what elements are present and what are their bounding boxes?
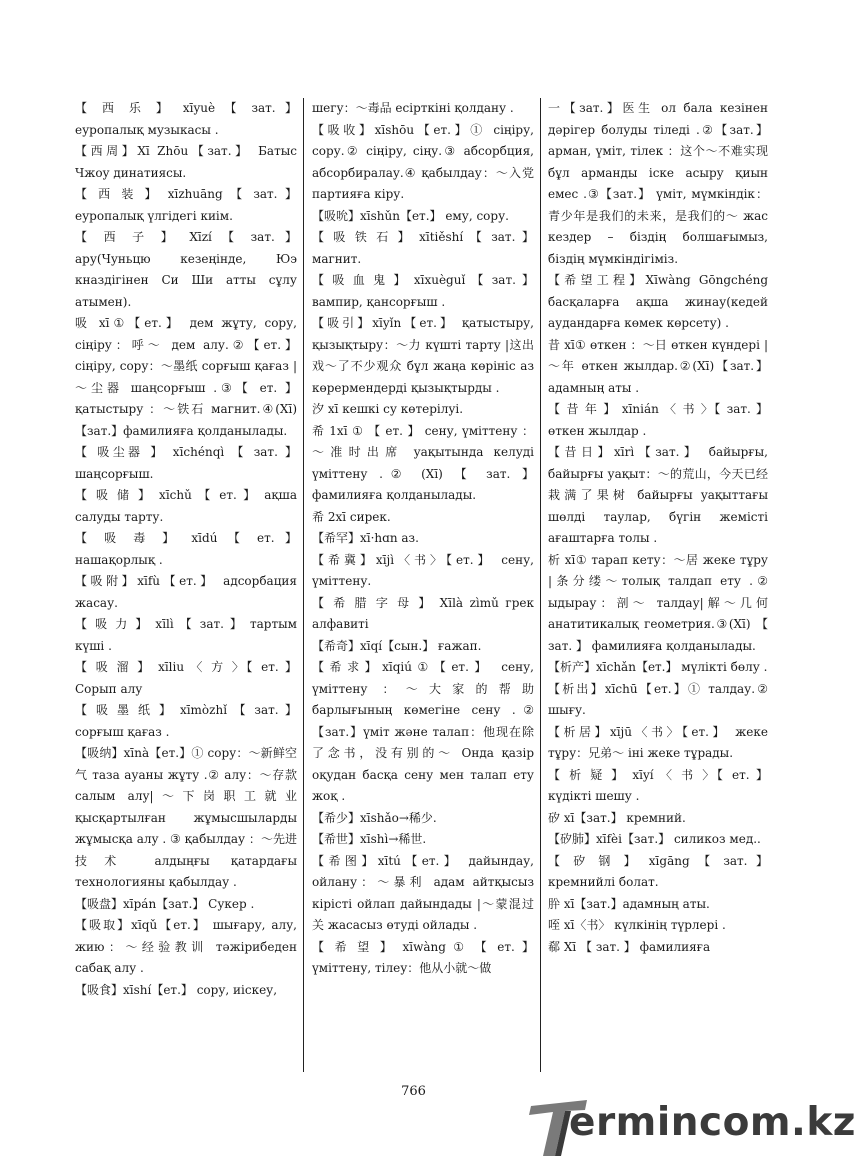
dictionary-entry: 【希图】xītú【ет.】 дайындау, ойлану：～暴利 адам айтқысыз кірісті ойлап дайындады |～蒙混过关 жасасыз өтуді ойлады . xyxy=(312,853,534,932)
dictionary-entry: 希 1xī ① 【 ет. 】 сену, үміттену ：～准时出席 уақытында келуді үміттену .② (Xī) 【 зат. 】 фамилияға қолданылады. xyxy=(312,423,534,502)
dictionary-entry: 【 矽 钢 】 xīgāng 【 зат. 】 кремнийлі болат. xyxy=(548,853,768,889)
column-2 xyxy=(312,98,534,1070)
dictionary-entry: 析 xī① тарап кету：～居 жеке тұру |条分缕～толық талдап ету .② ыдырау：剖～ талдау|解～几何 анатитикалық геометрия.③(Xī) 【 зат. 】 фамилияға қолданылады. xyxy=(548,552,768,653)
dictionary-entry: 【 西 装 】 xīzhuāng 【 зат. 】 еуропалық үлгідегі киім. xyxy=(75,187,297,223)
column-divider-2 xyxy=(540,98,541,1072)
dictionary-entry: 郗 Xī 【 зат. 】 фамилияға xyxy=(548,939,711,954)
dictionary-entry: 【 吸 毒 】 xīdú 【 ет. 】 нашақорлық . xyxy=(75,531,297,567)
dictionary-entry: 【矽肺】xīfèi【зат.】 силикоз мед.. xyxy=(548,832,761,846)
column-divider-1 xyxy=(303,98,304,1072)
dictionary-entry: 【希求】xīqiú①【ет.】 сену, үміттену ：～大家的帮助 барлығының көмегіне сену .②【зат.】үміт және талап：他现在除了念书，没有别的～ Онда қазір оқудан басқа сену мен талап ету жоқ . xyxy=(312,660,534,803)
dictionary-entry: 【吸纳】xīnà【ет.】① сору：～新鲜空气 таза ауаны жұту .② алу：～存款 салым алу|～下岗职工就业 қысқартылған жұмысшыларды жұмысқа алу . ③ қабылдау ：～先进技术 алдыңғы қатардағы технологияны қабылдау . xyxy=(75,746,297,889)
dictionary-entry: 【希少】xīshǎo→稀少. xyxy=(312,810,437,825)
dictionary-entry: 汐 xī кешкі су көтерілуі. xyxy=(312,402,464,416)
termincom-logo xyxy=(525,1098,856,1158)
dictionary-entry: 【 析 疑 】 xīyí 〈 书 〉【 ет. 】 күдікті шешу . xyxy=(548,767,768,803)
dictionary-entry: 【 吸尘器 】 xīchénqì 【 зат. 】 шаңсорғыш. xyxy=(75,445,297,481)
dictionary-entry: 希 2xī сирек. xyxy=(312,509,391,524)
dictionary-entry: 昔 xī① өткен ：～日 өткен күндері |～年 өткен жылдар.②(Xī)【зат.】 адамның аты . xyxy=(548,337,768,395)
dictionary-entry: 【希罕】xī·hɑn аз. xyxy=(312,531,419,545)
dictionary-entry: 【 希 腊 字 母 】 Xīlà zìmǔ грек алфавиті xyxy=(312,595,534,631)
dictionary-entry: 【析产】xīchǎn【ет.】 мүлікті бөлу . xyxy=(548,660,768,674)
dictionary-entry: 【吸盘】xīpán【зат.】 Сукер . xyxy=(75,896,255,911)
dictionary-entry: 【吸食】xīshí【ет.】 сору, иіскеу, xyxy=(75,982,278,997)
dictionary-entry: 【吸引】xīyǐn【ет.】 қатыстыру, қызықтыру：～力 күшті тарту |这出戏～了不少观众 бұл жаңа көрініс аз көрермендерді қызықтырды . xyxy=(312,316,534,395)
termincom-logo-text: ermincom.kz xyxy=(569,1100,856,1145)
dictionary-entry: 【吸取】xīqǔ【ет.】 шығару, алу, жию：～经验教训 тәжірибеден сабақ алу . xyxy=(75,918,297,975)
dictionary-entry: 【析出】xīchū【ет.】① талдау.② шығу. xyxy=(548,681,768,717)
dictionary-entry: 【 西 子 】 Xīzí 【 зат. 】 ару(Чуньцю кезеңінде, Юэ кназдігінен Си Ши атты сұлу атымен). xyxy=(75,230,297,309)
dictionary-entry: 吸 xī①【ет.】 дем жұту, сору, сіңіру：呼～ дем алу.②【ет.】 сіңіру, сору：～墨纸 сорғыш қағаз |～尘器 шаңсорғыш .③【 ет. 】 қатыстыру ：～铁石 магнит.④(Xī)【зат.】фамилияға қолданылады. xyxy=(75,316,297,438)
dictionary-entry: 【希世】xīshì→稀世. xyxy=(312,832,427,846)
dictionary-entry: 【吸附】xīfù【ет.】 адсорбация жасау. xyxy=(75,574,297,610)
dictionary-entry: 【吸吮】xīshǔn【ет.】 ему, сору. xyxy=(312,208,509,223)
dictionary-entry: 【 吸 溜 】 xīliu 〈 方 〉【 ет. 】 Сорып алу xyxy=(75,660,297,696)
dictionary-entry: 【希冀】xījì〈书〉【ет.】 сену, үміттену. xyxy=(312,552,534,588)
page-number: 766 xyxy=(401,1084,426,1099)
dictionary-entry: 【昔日】xīrì【зат.】 байырғы, байырғы уақыт：～的荒山，今天已经栽满了果树 байырғы уақыттағы шөлді таулар, бүгін жемісті ағаштарға толы . xyxy=(548,445,768,545)
dictionary-entry: 肸 xī【зат.】адамның аты. xyxy=(548,896,710,911)
dictionary-entry: 咥 xī〈书〉 күлкінің түрлері . xyxy=(548,918,726,932)
dictionary-entry: 【 吸 墨 纸 】 xīmòzhǐ 【 зат. 】 сорғыш қағаз . xyxy=(75,703,297,739)
dictionary-entry: 【吸收】xīshōu【ет.】① сіңіру, сору.② сіңіру, сіңу.③ абсорбция, абсорбиралау.④ қабылдау：～入党 партияға кіру. xyxy=(312,122,534,201)
dictionary-entry: шегу：～毒品 есірткіні қолдану . xyxy=(312,101,514,115)
dictionary-entry: 【 吸 血 鬼 】 xīxuèguǐ 【 зат. 】 вампир, қансорғыш . xyxy=(312,273,534,309)
dictionary-entry: 【 吸 铁 石 】 xītiěshí 【 зат. 】 магнит. xyxy=(312,230,534,266)
dictionary-entry: 矽 xī【зат.】 кремний. xyxy=(548,810,686,825)
dictionary-entry: 【 西 乐 】 xīyuè 【 зат. 】 еуропалық музыкасы . xyxy=(75,101,297,137)
dictionary-entry: 【希望工程】Xīwàng Gōngchéng басқаларға ақша жинау(кедей аудандарға көмек көрсету) . xyxy=(548,273,768,330)
column-1 xyxy=(75,98,297,1070)
dictionary-entry: 【 吸 储 】 xīchǔ 【 ет. 】 ақша салуды тарту. xyxy=(75,488,297,524)
dictionary-entry: 【西周】Xī Zhōu【зат.】 Батыс Чжоу динатиясы. xyxy=(75,144,297,180)
dictionary-entry: 【 吸 力 】 xīlì 【 зат. 】 тартым күші . xyxy=(75,617,297,653)
dictionary-entry: 【 昔 年 】 xīnián 〈 书 〉【 зат. 】 өткен жылдар . xyxy=(548,402,768,438)
column-3 xyxy=(548,98,768,1070)
dictionary-entry: 一【зат.】医生 ол бала кезінен дәрігер болуды тіледі .②【зат.】 арман, үміт, тілек ：这个～不难实现 бұл арманды іске асыру қиын емес .③【зат.】 үміт, мүмкіндік：青少年是我们的未来，是我们的～ жас кездер – біздің болшағымыз, біздің мүмкіндігіміз. xyxy=(548,101,768,266)
dictionary-entry: 【希奇】xīqí【сын.】 ғажап. xyxy=(312,638,482,653)
dictionary-entry: 【析居】xījū〈书〉【ет.】 жеке тұру：兄弟～ іні жеке тұрады. xyxy=(548,724,768,760)
dictionary-entry: 【 希 望 】 xīwàng ① 【 ет. 】 үміттену, тілеу：他从小就～做 xyxy=(312,939,534,975)
